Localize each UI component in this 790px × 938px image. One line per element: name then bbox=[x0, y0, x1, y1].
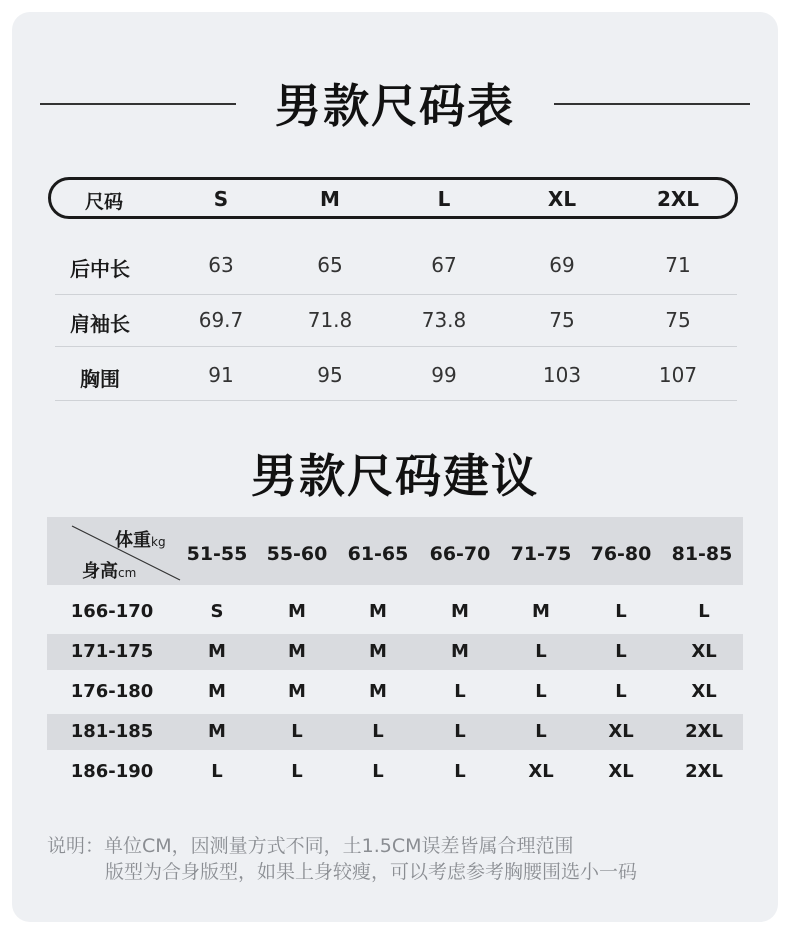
measure-label-sleeve-length: 肩袖长 bbox=[70, 312, 130, 336]
height-range: 181-185 bbox=[70, 721, 154, 742]
weight-range: 71-75 bbox=[510, 543, 572, 565]
measure-value: 71 bbox=[665, 253, 691, 277]
size-cell: M bbox=[369, 641, 387, 662]
size-header-m: M bbox=[320, 187, 340, 211]
measure-value: 99 bbox=[431, 363, 457, 387]
weight-range: 76-80 bbox=[590, 543, 652, 565]
size-header-label: 尺码 bbox=[84, 191, 123, 213]
size-cell: L bbox=[535, 641, 547, 662]
measure-value: 71.8 bbox=[307, 308, 353, 332]
size-cell: 2XL bbox=[685, 761, 723, 782]
measure-value: 67 bbox=[431, 253, 457, 277]
size-cell: L bbox=[372, 761, 384, 782]
height-range: 176-180 bbox=[70, 681, 154, 702]
height-range: 171-175 bbox=[70, 641, 154, 662]
measure-value: 75 bbox=[665, 308, 691, 332]
size-cell: M bbox=[451, 601, 469, 622]
measure-label-back-length: 后中长 bbox=[70, 257, 130, 281]
size-cell: M bbox=[208, 681, 226, 702]
size-cell: L bbox=[211, 761, 223, 782]
size-cell: M bbox=[369, 601, 387, 622]
size-cell: M bbox=[288, 601, 306, 622]
size-header-2xl: 2XL bbox=[656, 187, 700, 211]
measure-value: 107 bbox=[658, 363, 698, 387]
height-range: 186-190 bbox=[70, 761, 154, 782]
size-cell: L bbox=[454, 721, 466, 742]
weight-axis-label bbox=[115, 526, 166, 552]
weight-label-text: 体重 bbox=[115, 530, 151, 551]
weight-range: 66-70 bbox=[429, 543, 491, 565]
height-range: 166-170 bbox=[70, 601, 154, 622]
measure-value: 91 bbox=[208, 363, 234, 387]
weight-range: 51-55 bbox=[186, 543, 248, 565]
measure-value: 69 bbox=[549, 253, 575, 277]
row-divider bbox=[55, 400, 737, 401]
measure-value: 75 bbox=[549, 308, 575, 332]
size-cell: L bbox=[615, 641, 627, 662]
weight-range: 55-60 bbox=[266, 543, 328, 565]
measure-value: 103 bbox=[542, 363, 582, 387]
size-cell: M bbox=[208, 721, 226, 742]
weight-range: 61-65 bbox=[347, 543, 409, 565]
size-advice-title: 男款尺码建议 bbox=[251, 449, 539, 503]
size-cell: XL bbox=[608, 721, 634, 742]
size-cell: L bbox=[291, 761, 303, 782]
size-cell: M bbox=[288, 681, 306, 702]
size-cell: L bbox=[535, 681, 547, 702]
measure-label-chest: 胸围 bbox=[80, 367, 120, 391]
size-cell: M bbox=[451, 641, 469, 662]
note-line-1: 说明：单位CM，因测量方式不同，土1.5CM误差皆属合理范围 bbox=[47, 835, 574, 857]
size-cell: XL bbox=[608, 761, 634, 782]
size-cell: XL bbox=[691, 641, 717, 662]
size-cell: L bbox=[535, 721, 547, 742]
weight-range: 81-85 bbox=[671, 543, 733, 565]
measure-value: 63 bbox=[208, 253, 234, 277]
size-cell: L bbox=[615, 601, 627, 622]
size-cell: M bbox=[208, 641, 226, 662]
size-header-s: S bbox=[213, 187, 229, 211]
row-divider bbox=[55, 346, 737, 347]
measure-value: 95 bbox=[317, 363, 343, 387]
height-label-text: 身高 bbox=[82, 561, 118, 582]
size-cell: S bbox=[210, 601, 224, 622]
measure-value: 73.8 bbox=[421, 308, 467, 332]
size-cell: M bbox=[288, 641, 306, 662]
size-cell: XL bbox=[691, 681, 717, 702]
size-cell: L bbox=[698, 601, 710, 622]
size-cell: L bbox=[454, 681, 466, 702]
note-line-2: 版型为合身版型，如果上身较瘦，可以考虑参考胸腰围选小一码 bbox=[105, 861, 638, 883]
size-header-xl: XL bbox=[547, 187, 577, 211]
measure-value: 69.7 bbox=[198, 308, 244, 332]
size-cell: M bbox=[532, 601, 550, 622]
height-axis-label bbox=[82, 557, 136, 583]
measure-value: 65 bbox=[317, 253, 343, 277]
size-header-l: L bbox=[437, 187, 451, 211]
size-cell: L bbox=[372, 721, 384, 742]
size-cell: 2XL bbox=[685, 721, 723, 742]
size-cell: L bbox=[615, 681, 627, 702]
size-cell: L bbox=[291, 721, 303, 742]
size-chart-title: 男款尺码表 bbox=[275, 79, 515, 133]
size-cell: L bbox=[454, 761, 466, 782]
weight-unit: kg bbox=[151, 535, 166, 549]
size-cell: XL bbox=[528, 761, 554, 782]
height-unit: cm bbox=[118, 566, 137, 580]
row-divider bbox=[55, 294, 737, 295]
size-cell: M bbox=[369, 681, 387, 702]
